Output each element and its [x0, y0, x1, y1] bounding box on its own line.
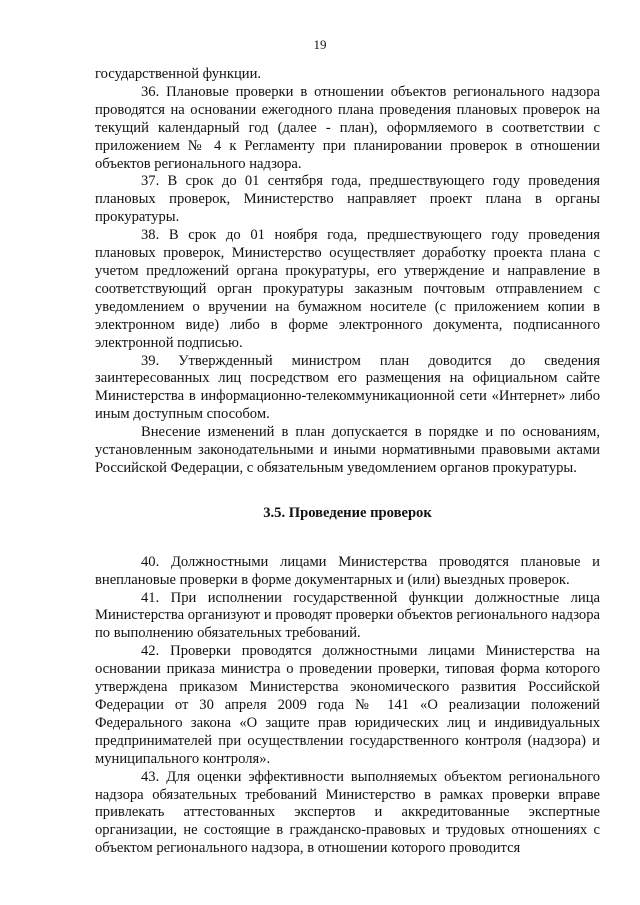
paragraph-40: 40. Должностными лицами Министерства проводятся плановые и внеплановые проверки в форме документарных и (или) выездных проверок.: [95, 553, 600, 588]
paragraph-43: 43. Для оценки эффективности выполняемых объектом регионального надзора обязательных требований Министерство в рамках проверки вправе привлекать аттестованных экспертов и аккредитованные экспертные организации, не состоящие в гражданско-правовых и трудовых отношениях с объектом регионального надзора, в отношении которого проводится: [95, 768, 600, 857]
paragraph-42: 42. Проверки проводятся должностными лицами Министерства на основании приказа министра о проведении проверки, типовая форма которого утверждена приказом Министерства экономического развития Российской Федерации от 30 апреля 2009 года № 141 «О реализации положений Федерального закона «О защите прав юридических лиц и индивидуальных предпринимателей при осуществлении государственного контроля (надзора) и муниципального контроля».: [95, 643, 600, 767]
paragraph-plan-changes: Внесение изменений в план допускается в порядке и по основаниям, установленным законодательными и иными нормативными правовыми актами Российской Федерации, с обязательным уведомлением органов прокуратуры.: [95, 424, 600, 476]
paragraph-41: 41. При исполнении государственной функции должностные лица Министерства организуют и проводят проверки объектов регионального надзора по выполнению обязательных требований.: [95, 589, 600, 642]
paragraph-38: 38. В срок до 01 ноября года, предшествующего году проведения плановых проверок, Министерство осуществляет доработку проекта плана с учетом предложений органа прокуратуры, его утверждение и направление в соответствующий орган прокуратуры заказным почтовым отправлением с уведомлением о вручении на бумажном носителе (с приложением копии в электронном виде) либо в форме электронного документа, подписанного электронной подписью.: [95, 227, 600, 351]
paragraph-continuation: государственной функции.: [95, 66, 262, 82]
paragraph-39: 39. Утвержденный министром план доводится до сведения заинтересованных лиц посредством его размещения на официальном сайте Министерства в информационно-телекоммуникационной сети «Интернет» либо иным доступным способом.: [95, 352, 600, 423]
page-number: 19: [313, 37, 327, 52]
section-heading: 3.5. Проведение проверок: [263, 504, 432, 521]
paragraph-37: 37. В срок до 01 сентября года, предшествующего году проведения плановых проверок, Министерство направляет проект плана в органы прокуратуры.: [95, 173, 600, 226]
document-body: [95, 66, 600, 858]
paragraph-36: 36. Плановые проверки в отношении объектов регионального надзора проводятся на основании ежегодного плана проведения плановых проверок на текущий календарный год (далее - план), оформляемого в соответствии с приложением № 4 к Регламенту при планировании проверок в отношении объектов регионального надзора.: [95, 83, 600, 172]
